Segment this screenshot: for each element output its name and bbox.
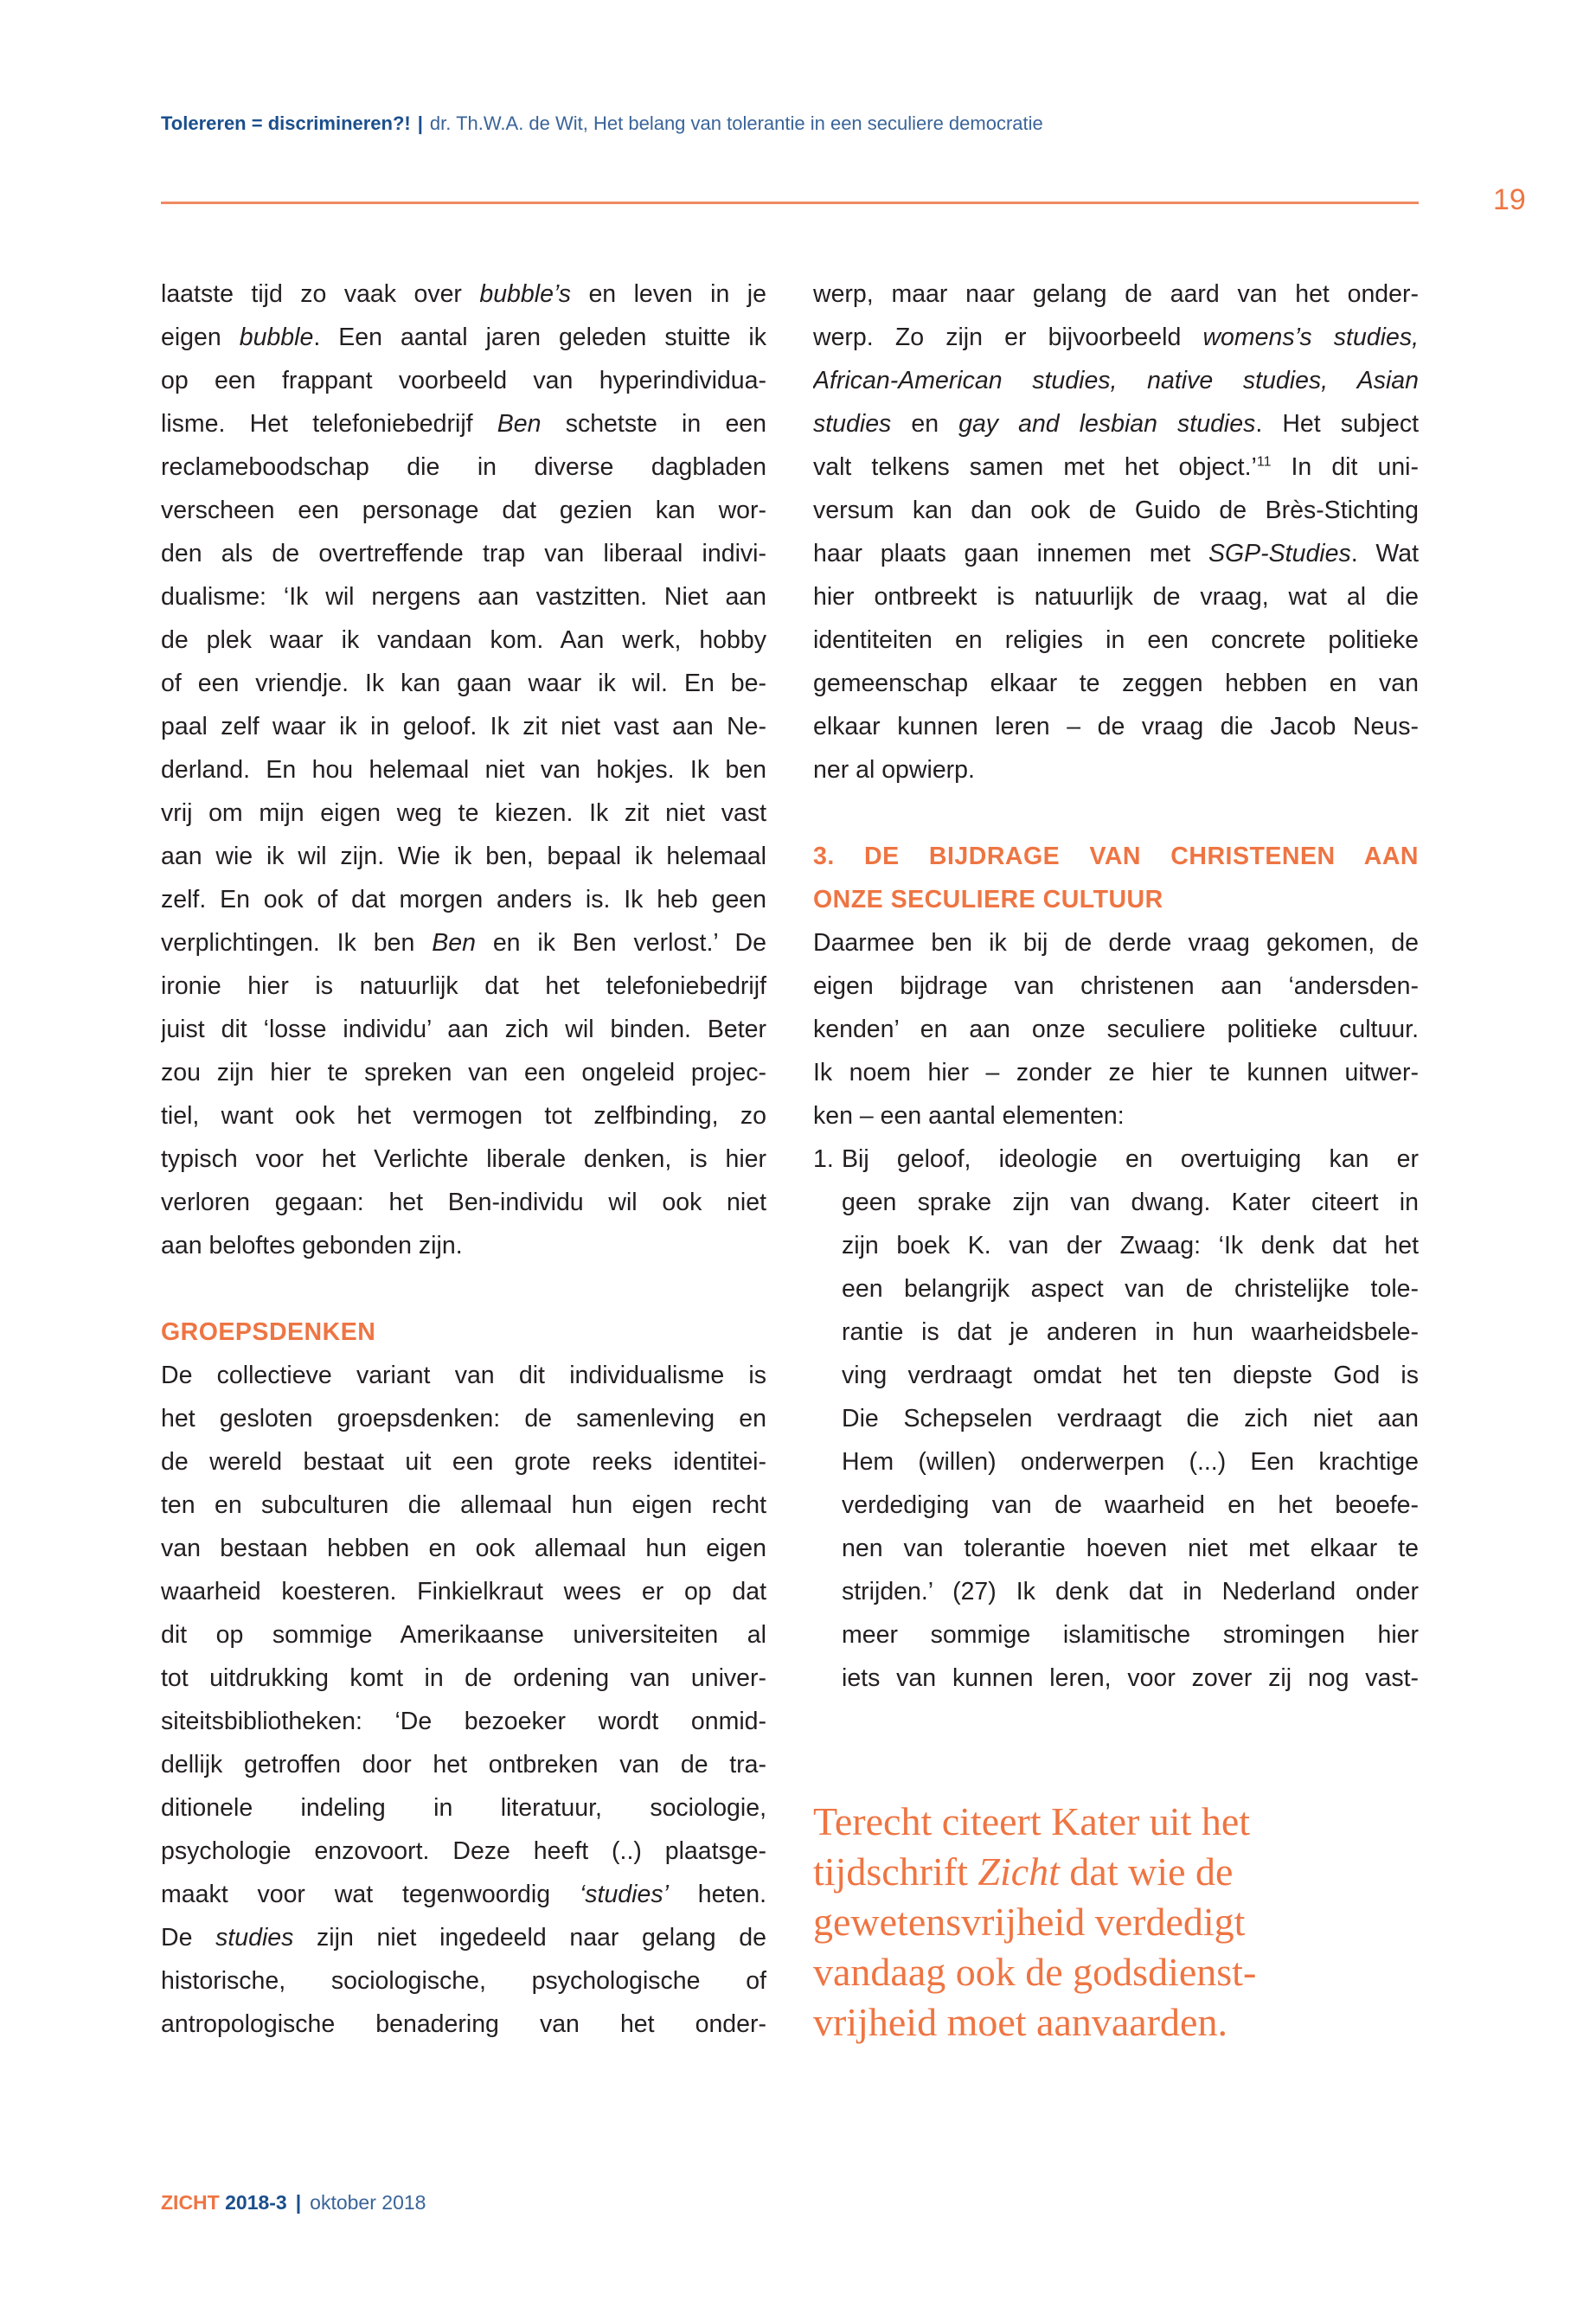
text-line bbox=[161, 272, 766, 316]
text-line bbox=[813, 402, 1419, 445]
text-run: tot uitdrukking komt in de ordening van univer- bbox=[161, 1664, 766, 1692]
italic-run: ‘studies’ bbox=[579, 1881, 669, 1908]
paragraph bbox=[813, 272, 1419, 792]
text-run: haar plaats gaan innemen met bbox=[813, 540, 1208, 567]
text-line bbox=[813, 619, 1419, 662]
text-line bbox=[161, 1916, 766, 1959]
text-line bbox=[842, 1613, 1419, 1657]
article-author-title: dr. Th.W.A. de Wit, Het belang van tolerantie in een seculiere democratie bbox=[429, 112, 1043, 134]
text-run: dellijk getroffen door het ontbreken van de tra- bbox=[161, 1751, 766, 1779]
text-line bbox=[813, 1094, 1419, 1138]
text-line bbox=[842, 1527, 1419, 1570]
paragraph bbox=[161, 1354, 766, 2046]
text-run: zijn boek K. van der Zwaag: ‘Ik denk dat het bbox=[842, 1232, 1419, 1259]
text-line bbox=[161, 1397, 766, 1440]
spacer bbox=[813, 792, 1419, 835]
text-run: strijden.’ (27) Ik denk dat in Nederland onder bbox=[842, 1578, 1419, 1606]
running-header bbox=[161, 112, 1043, 135]
text-run: De bbox=[161, 1924, 216, 1952]
text-run: schetste in een bbox=[541, 410, 766, 438]
text-line bbox=[161, 1311, 766, 1354]
text-line bbox=[161, 359, 766, 402]
text-line bbox=[161, 1008, 766, 1051]
text-line bbox=[161, 489, 766, 532]
section-heading bbox=[161, 1311, 766, 1354]
issue-number: 2018-3 bbox=[225, 2191, 287, 2214]
text-line bbox=[161, 1440, 766, 1484]
text-run: GROEPSDENKEN bbox=[161, 1318, 376, 1346]
italic-run: African-American studies, native studies, Asian bbox=[813, 367, 1419, 394]
text-line bbox=[813, 835, 1419, 878]
text-line bbox=[161, 402, 766, 445]
text-run: iets van kunnen leren, voor zover zij nog vast- bbox=[842, 1664, 1419, 1692]
page-number: 19 bbox=[1493, 183, 1526, 216]
text-line bbox=[842, 1570, 1419, 1613]
paragraph bbox=[161, 272, 766, 1267]
text-run: reclameboodschap die in diverse dagbladen bbox=[161, 453, 766, 481]
pull-quote-line bbox=[813, 1997, 1436, 2048]
text-line bbox=[842, 1354, 1419, 1397]
issue-date: oktober 2018 bbox=[310, 2191, 426, 2214]
left-column bbox=[161, 272, 766, 2046]
list-number: 1. bbox=[813, 1145, 834, 1173]
text-line bbox=[161, 1051, 766, 1094]
text-line bbox=[813, 359, 1419, 402]
text-run: Hem (willen) onderwerpen (...) Een krachtige bbox=[842, 1448, 1419, 1476]
text-run: geen sprake zijn van dwang. Kater citeert in bbox=[842, 1189, 1419, 1216]
text-run: hier ontbreekt is natuurlijk de vraag, wat al die bbox=[813, 583, 1419, 611]
text-line bbox=[813, 1008, 1419, 1051]
text-run: aan wie ik wil zijn. Wie ik ben, bepaal ik helemaal bbox=[161, 843, 766, 870]
text-run: vrij om mijn eigen weg te kiezen. Ik zit niet vast bbox=[161, 799, 766, 827]
text-line bbox=[813, 272, 1419, 316]
text-line bbox=[161, 1830, 766, 1873]
text-run: siteitsbibliotheken: ‘De bezoeker wordt onmid- bbox=[161, 1708, 766, 1735]
italic-run: bubble bbox=[239, 324, 314, 351]
text-run: psychologie enzovoort. Deze heeft (..) plaatsge- bbox=[161, 1837, 766, 1865]
text-run: eigen bbox=[161, 324, 240, 351]
text-line bbox=[813, 705, 1419, 748]
text-line bbox=[842, 1224, 1419, 1267]
page-footer bbox=[161, 2191, 426, 2214]
text-run: ten en subculturen die allemaal hun eigen recht bbox=[161, 1491, 766, 1519]
text-run: Die Schepselen verdraagt die zich niet aan bbox=[842, 1405, 1419, 1433]
text-line bbox=[161, 1873, 766, 1916]
footnote-ref: 11 bbox=[1256, 454, 1272, 470]
text-run: Bij geloof, ideologie en overtuiging kan er bbox=[842, 1145, 1419, 1173]
text-line bbox=[161, 1743, 766, 1786]
text-run: zijn niet ingedeeld naar gelang de bbox=[293, 1924, 766, 1952]
text-run: dit op sommige Amerikaanse universiteiten al bbox=[161, 1621, 766, 1649]
paragraph bbox=[813, 921, 1419, 1138]
text-run: laatste tijd zo vaak over bbox=[161, 280, 480, 308]
text-run: verplichtingen. Ik ben bbox=[161, 929, 433, 957]
text-run: waarheid koesteren. Finkielkraut wees er op dat bbox=[161, 1578, 766, 1606]
text-line bbox=[813, 965, 1419, 1008]
text-run: meer sommige islamitische stromingen hier bbox=[842, 1621, 1419, 1649]
text-line bbox=[813, 921, 1419, 965]
text-line bbox=[813, 878, 1419, 921]
text-line bbox=[161, 1138, 766, 1181]
text-line bbox=[161, 575, 766, 619]
text-run: . Het subject bbox=[1255, 410, 1419, 438]
text-line bbox=[161, 445, 766, 489]
header-separator: | bbox=[417, 112, 423, 134]
italic-run: womens’s studies, bbox=[1202, 324, 1419, 351]
text-line bbox=[161, 1527, 766, 1570]
pull-quote-line bbox=[813, 1947, 1436, 1997]
text-line bbox=[161, 965, 766, 1008]
text-line bbox=[813, 489, 1419, 532]
section-heading bbox=[813, 835, 1419, 921]
numbered-list-item bbox=[813, 1138, 1419, 1700]
text-run: juist dit ‘losse individu’ aan zich wil binden. Beter bbox=[161, 1016, 766, 1043]
footer-separator: | bbox=[295, 2191, 302, 2214]
text-line bbox=[161, 878, 766, 921]
italic-run: bubble’s bbox=[479, 280, 572, 308]
magazine-name: ZICHT bbox=[161, 2191, 220, 2214]
italic-run: studies bbox=[813, 410, 892, 438]
text-line bbox=[813, 575, 1419, 619]
text-line bbox=[161, 1786, 766, 1830]
text-run: nen van tolerantie hoeven niet met elkaar te bbox=[842, 1535, 1419, 1562]
text-run: ken – een aantal elementen: bbox=[813, 1102, 1125, 1130]
text-run: vandaag ook de godsdienst- bbox=[813, 1950, 1257, 1994]
text-run: De collectieve variant van dit individualisme is bbox=[161, 1362, 766, 1389]
text-run: Daarmee ben ik bij de derde vraag gekomen, de bbox=[813, 929, 1419, 957]
text-line bbox=[161, 1094, 766, 1138]
italic-run: gay and lesbian studies bbox=[958, 410, 1256, 438]
text-run: of een vriendje. Ik kan gaan waar ik wil. En be- bbox=[161, 670, 766, 697]
pull-quote-line bbox=[813, 1797, 1436, 1847]
text-line bbox=[161, 532, 766, 575]
text-run: maakt voor wat tegenwoordig bbox=[161, 1881, 580, 1908]
text-line bbox=[161, 316, 766, 359]
text-line bbox=[813, 316, 1419, 359]
text-run: rantie is dat je anderen in hun waarheidsbele- bbox=[842, 1318, 1419, 1346]
text-line bbox=[161, 1959, 766, 2003]
pull-quote-line bbox=[813, 1897, 1436, 1947]
text-run: ironie hier is natuurlijk dat het telefoniebedrijf bbox=[161, 972, 766, 1000]
text-run: derland. En hou helemaal niet van hokjes. Ik ben bbox=[161, 756, 766, 784]
text-run: valt telkens samen met het object.’ bbox=[813, 453, 1257, 481]
text-line bbox=[161, 921, 766, 965]
text-line bbox=[161, 1181, 766, 1224]
text-line bbox=[161, 705, 766, 748]
text-run: . Wat bbox=[1350, 540, 1419, 567]
text-run: dualisme: ‘Ik wil nergens aan vastzitten. Niet aan bbox=[161, 583, 766, 611]
text-line bbox=[842, 1138, 1419, 1181]
text-line bbox=[161, 1700, 766, 1743]
text-run: den als de overtreffende trap van liberaal indivi- bbox=[161, 540, 766, 567]
text-line bbox=[842, 1397, 1419, 1440]
text-run: zelf. En ook of dat morgen anders is. Ik heb geen bbox=[161, 886, 766, 913]
right-column bbox=[813, 272, 1419, 1700]
text-run: ditionele indeling in literatuur, sociologie, bbox=[161, 1794, 766, 1822]
italic-run: Ben bbox=[432, 929, 476, 957]
text-line bbox=[813, 662, 1419, 705]
text-run: . Een aantal jaren geleden stuitte ik bbox=[313, 324, 766, 351]
text-line bbox=[842, 1657, 1419, 1700]
text-line bbox=[842, 1484, 1419, 1527]
text-run: heten. bbox=[668, 1881, 766, 1908]
text-line bbox=[161, 1657, 766, 1700]
text-run: In dit uni- bbox=[1271, 453, 1419, 481]
text-run: zou zijn hier te spreken van een ongeleid projec- bbox=[161, 1059, 766, 1086]
text-run: Ik noem hier – zonder ze hier te kunnen uitwer- bbox=[813, 1059, 1419, 1086]
text-run: versum kan dan ook de Guido de Brès-Stichting bbox=[813, 497, 1419, 524]
italic-run: studies bbox=[215, 1924, 294, 1952]
text-line bbox=[842, 1181, 1419, 1224]
text-run: en bbox=[891, 410, 959, 438]
text-run: werp. Zo zijn er bijvoorbeeld bbox=[813, 324, 1203, 351]
header-rule bbox=[161, 202, 1419, 204]
text-run: elkaar kunnen leren – de vraag die Jacob Neus- bbox=[813, 713, 1419, 740]
text-run: het gesloten groepsdenken: de samenleving en bbox=[161, 1405, 766, 1433]
text-line bbox=[161, 748, 766, 792]
text-run: een belangrijk aspect van de christelijke tole- bbox=[842, 1275, 1419, 1303]
text-run: identiteiten en religies in een concrete politieke bbox=[813, 626, 1419, 654]
italic-run: Zicht bbox=[977, 1849, 1060, 1894]
text-run: en leven in je bbox=[571, 280, 766, 308]
text-run: antropologische benadering van het onder- bbox=[161, 2010, 766, 2038]
text-run: de plek waar ik vandaan kom. Aan werk, hobby bbox=[161, 626, 766, 654]
text-line bbox=[161, 1224, 766, 1267]
italic-run: SGP-Studies bbox=[1208, 540, 1351, 567]
text-run: 3. DE BIJDRAGE VAN CHRISTENEN AAN bbox=[813, 843, 1419, 870]
text-run: werp, maar naar gelang de aard van het onder- bbox=[813, 280, 1419, 308]
text-line bbox=[161, 1354, 766, 1397]
pull-quote-line bbox=[813, 1847, 1436, 1897]
text-line bbox=[161, 792, 766, 835]
text-run: dat wie de bbox=[1059, 1849, 1234, 1894]
text-run: verscheen een personage dat gezien kan wor- bbox=[161, 497, 766, 524]
text-run: de wereld bestaat uit een grote reeks identitei- bbox=[161, 1448, 766, 1476]
text-line bbox=[813, 748, 1419, 792]
text-run: ONZE SECULIERE CULTUUR bbox=[813, 886, 1163, 913]
text-run: vrijheid moet aanvaarden. bbox=[813, 2000, 1227, 2044]
text-line bbox=[161, 1484, 766, 1527]
text-run: van bestaan hebben en ook allemaal hun eigen bbox=[161, 1535, 766, 1562]
italic-run: Ben bbox=[497, 410, 542, 438]
text-run: op een frappant voorbeeld van hyperindividua- bbox=[161, 367, 766, 394]
text-line bbox=[161, 1613, 766, 1657]
text-run: gemeenschap elkaar te zeggen hebben en van bbox=[813, 670, 1419, 697]
text-line bbox=[161, 662, 766, 705]
text-run: en ik Ben verlost.’ De bbox=[475, 929, 766, 957]
text-run: kenden’ en aan onze seculiere politieke cultuur. bbox=[813, 1016, 1419, 1043]
text-run: ner al opwierp. bbox=[813, 756, 975, 784]
text-line bbox=[161, 2003, 766, 2046]
text-line bbox=[813, 445, 1419, 489]
text-run: typisch voor het Verlichte liberale denken, is hier bbox=[161, 1145, 766, 1173]
text-run: tijdschrift bbox=[813, 1849, 978, 1894]
pull-quote bbox=[813, 1797, 1436, 2048]
text-run: verloren gegaan: het Ben-individu wil ook niet bbox=[161, 1189, 766, 1216]
text-run: paal zelf waar ik in geloof. Ik zit niet vast aan Ne- bbox=[161, 713, 766, 740]
text-line bbox=[161, 835, 766, 878]
text-run: historische, sociologische, psychologische of bbox=[161, 1967, 766, 1995]
text-run: ving verdraagt omdat het ten diepste God is bbox=[842, 1362, 1419, 1389]
text-run: lisme. Het telefoniebedrijf bbox=[161, 410, 497, 438]
article-series-title: Tolereren = discrimineren?! bbox=[161, 112, 411, 134]
spacer bbox=[161, 1267, 766, 1311]
text-line bbox=[161, 1570, 766, 1613]
text-line bbox=[813, 1051, 1419, 1094]
text-line bbox=[842, 1267, 1419, 1311]
text-run: Terecht citeert Kater uit het bbox=[813, 1799, 1251, 1843]
text-run: eigen bijdrage van christenen aan ‘andersden- bbox=[813, 972, 1419, 1000]
text-line bbox=[842, 1311, 1419, 1354]
text-run: tiel, want ook het vermogen tot zelfbinding, zo bbox=[161, 1102, 766, 1130]
text-line bbox=[813, 532, 1419, 575]
text-line bbox=[842, 1440, 1419, 1484]
text-line bbox=[161, 619, 766, 662]
text-run: aan beloftes gebonden zijn. bbox=[161, 1232, 463, 1259]
text-run: verdediging van de waarheid en het beoefe- bbox=[842, 1491, 1419, 1519]
text-run: gewetensvrijheid verdedigt bbox=[813, 1900, 1246, 1944]
